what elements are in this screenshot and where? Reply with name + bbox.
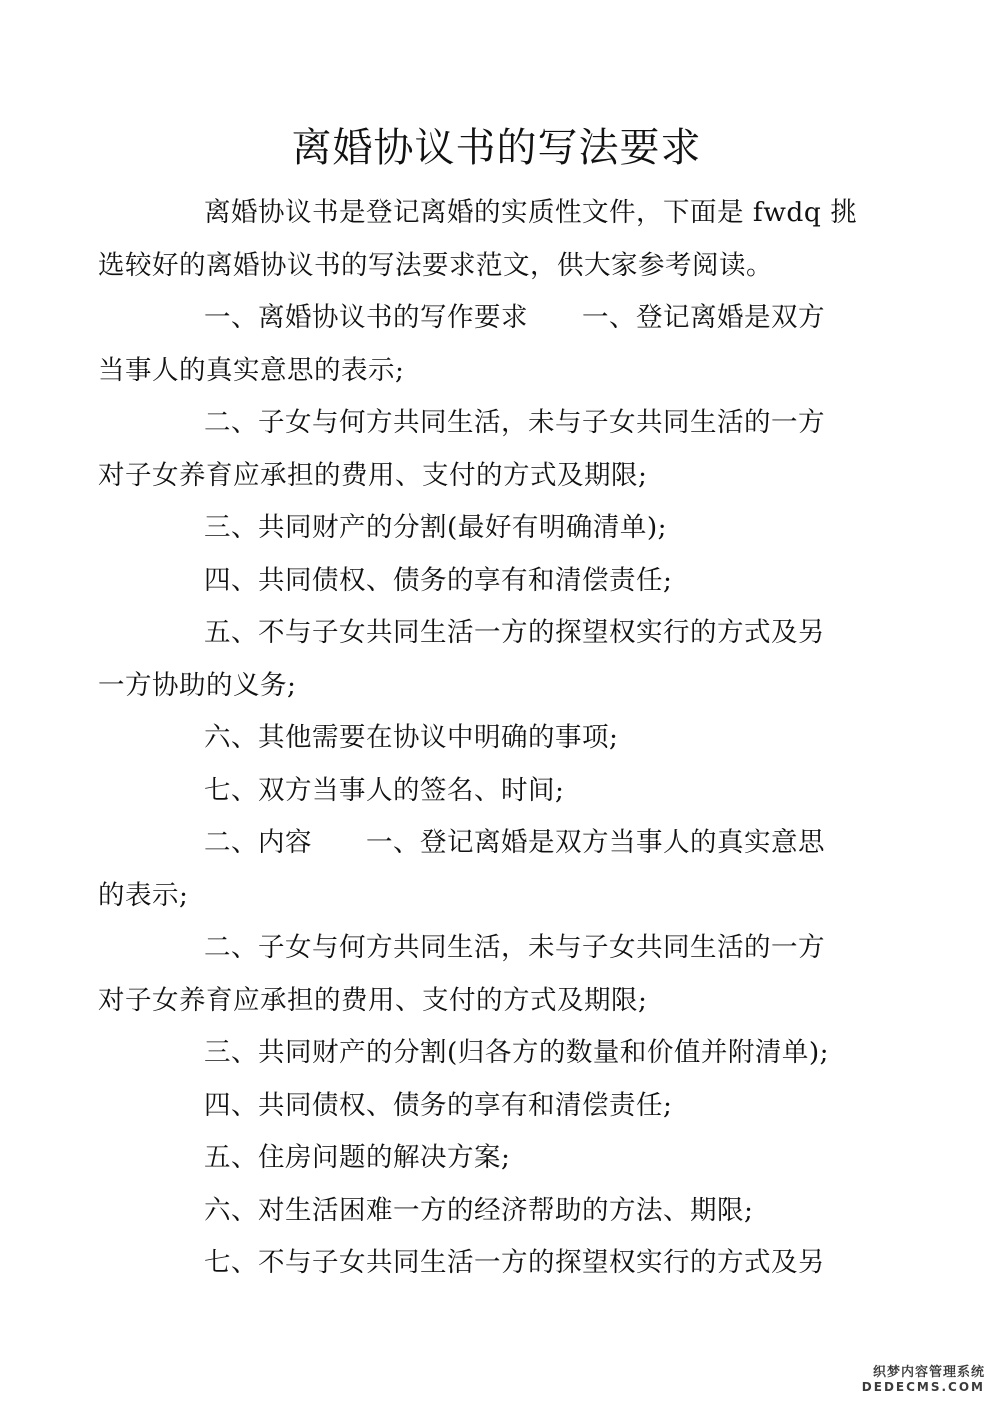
paragraph-item bbox=[151, 1132, 831, 1185]
paragraph-line: 的表示; bbox=[98, 879, 189, 911]
paragraph-item bbox=[98, 292, 831, 397]
paragraph-item bbox=[151, 1185, 831, 1238]
paragraph-line: 二、内容 一、登记离婚是双方当事人的真实意思 bbox=[204, 827, 825, 858]
paragraph-line: 七、不与子女共同生活一方的探望权实行的方式及另 bbox=[204, 1247, 825, 1278]
paragraph-intro bbox=[98, 187, 858, 292]
paragraph-line: 六、对生活困难一方的经济帮助的方法、期限; bbox=[204, 1194, 754, 1226]
paragraph-line: 五、住房问题的解决方案; bbox=[204, 1142, 511, 1173]
paragraph-line: 三、共同财产的分割(最好有明确清单); bbox=[204, 512, 668, 543]
paragraph-line: 对子女养育应承担的费用、支付的方式及期限; bbox=[98, 459, 648, 491]
watermark-line: 织梦内容管理系统 bbox=[872, 1365, 985, 1380]
watermark-logo bbox=[862, 1366, 985, 1394]
paragraph-item bbox=[151, 502, 831, 555]
paragraph-line: 离婚协议书是登记离婚的实质性文件，下面是 fwdq 挑 bbox=[204, 197, 858, 228]
paragraph-line: 四、共同债权、债务的享有和清偿责任; bbox=[204, 1089, 673, 1121]
paragraph-line: 当事人的真实意思的表示; bbox=[98, 354, 405, 386]
paragraph-line: 选较好的离婚协议书的写法要求范文，供大家参考阅读。 bbox=[98, 249, 773, 281]
paragraph-item bbox=[151, 1080, 831, 1133]
paragraph-line: 二、子女与何方共同生活，未与子女共同生活的一方 bbox=[204, 932, 825, 963]
paragraph-item bbox=[98, 922, 831, 1027]
paragraph-line: 三、共同财产的分割(归各方的数量和价值并附清单); bbox=[204, 1037, 830, 1068]
paragraph-item bbox=[98, 397, 831, 502]
paragraph-line: 二、子女与何方共同生活，未与子女共同生活的一方 bbox=[204, 407, 825, 438]
document-title: 离婚协议书的写法要求 bbox=[291, 125, 702, 171]
paragraph-item bbox=[151, 1027, 831, 1080]
paragraph-item bbox=[151, 712, 831, 765]
paragraph-line: 一方协助的义务; bbox=[98, 669, 297, 701]
paragraph-item bbox=[98, 817, 831, 922]
paragraph-line: 七、双方当事人的签名、时间; bbox=[204, 774, 565, 806]
paragraph-line: 四、共同债权、债务的享有和清偿责任; bbox=[204, 564, 673, 596]
paragraph-item bbox=[98, 607, 831, 712]
document-body bbox=[98, 187, 858, 1290]
paragraph-item bbox=[151, 765, 831, 818]
paragraph-item bbox=[151, 555, 831, 608]
paragraph-line: 五、不与子女共同生活一方的探望权实行的方式及另 bbox=[204, 617, 825, 648]
paragraph-line: 一、离婚协议书的写作要求 一、登记离婚是双方 bbox=[204, 302, 825, 333]
watermark-line: DEDECMS.COM bbox=[861, 1380, 985, 1394]
paragraph-item bbox=[151, 1237, 831, 1290]
paragraph-line: 对子女养育应承担的费用、支付的方式及期限; bbox=[98, 984, 648, 1016]
paragraph-line: 六、其他需要在协议中明确的事项; bbox=[204, 722, 619, 753]
